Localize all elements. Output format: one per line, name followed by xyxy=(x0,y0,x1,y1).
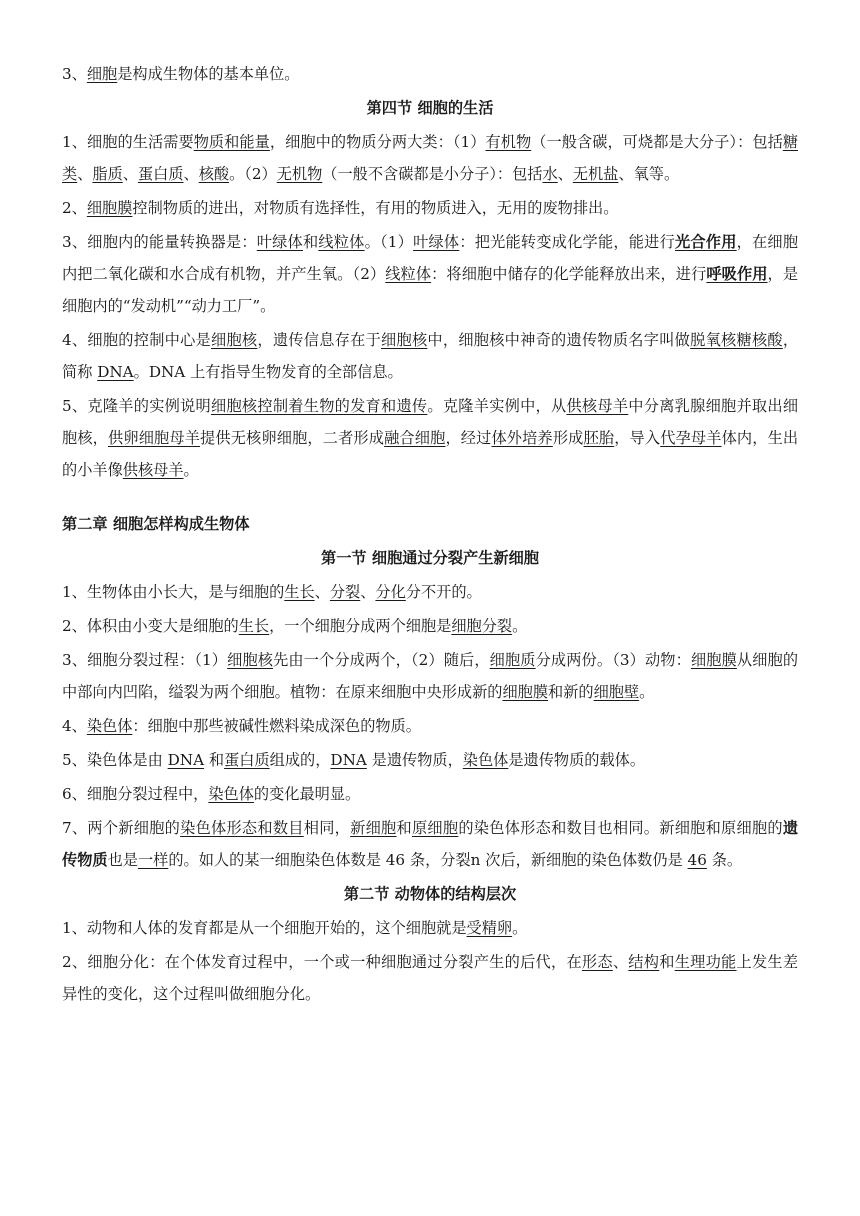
emphasized-term: 叶绿体 xyxy=(256,233,303,251)
text-run: 1、生物体由小长大，是与细胞的 xyxy=(62,583,285,601)
emphasized-term: 结构 xyxy=(628,953,660,971)
text-run: ：将细胞中储存的化学能释放出来，进行 xyxy=(431,265,707,283)
text-run: 提供无核卵细胞，二者形成 xyxy=(200,429,385,447)
text-run: （一般含碳，可烧都是大分子）：包括 xyxy=(531,133,783,151)
emphasized-term: 细胞核 xyxy=(227,651,274,669)
paragraph-levels-2 xyxy=(62,946,798,1010)
emphasized-term: 新细胞 xyxy=(350,819,397,837)
text-run: 、 xyxy=(612,953,629,971)
emphasized-term: DNA xyxy=(97,363,134,381)
text-run: 4、 xyxy=(62,717,87,735)
emphasized-term: 物质和能量 xyxy=(193,133,270,151)
emphasized-term: 细胞膜 xyxy=(86,199,133,217)
emphasized-term: 糖类 xyxy=(62,133,798,183)
text-run: 第二章 细胞怎样构成生物体 xyxy=(62,515,250,533)
document-page xyxy=(62,58,798,1012)
emphasized-term: 叶绿体 xyxy=(413,233,460,251)
emphasized-term: 生理功能 xyxy=(674,953,737,971)
paragraph-levels-1 xyxy=(62,912,798,944)
text-run: ，是细胞内的“发动机”“动力工厂”。 xyxy=(62,265,799,315)
text-run: 第二节 动物体的结构层次 xyxy=(343,885,517,903)
emphasized-term: 细胞膜 xyxy=(690,651,737,669)
paragraph-division-4 xyxy=(62,710,798,742)
text-run: 。克隆羊实例中，从 xyxy=(427,397,567,415)
emphasized-term: 体外培养 xyxy=(491,429,553,447)
text-run: 。（2） xyxy=(229,165,277,183)
text-run: 和 xyxy=(396,819,412,837)
text-run: 。DNA 上有指导生物发育的全部信息。 xyxy=(133,363,403,381)
paragraph-cell-life-4 xyxy=(62,324,798,388)
text-run: ，简称 xyxy=(62,331,799,381)
emphasized-term: 蛋白质 xyxy=(137,165,184,183)
emphasized-term: 代孕母羊 xyxy=(660,429,722,447)
section-title-cell-division xyxy=(62,542,798,574)
text-run: 先由一个分成两个，（2）随后， xyxy=(273,651,490,669)
text-run: 1、动物和人体的发育都是从一个细胞开始的，这个细胞就是 xyxy=(62,919,467,937)
text-run: 、氧等。 xyxy=(618,165,680,183)
text-run: 的。如人的某一细胞染色体数是 46 条，分裂n 次后，新细胞的染色体数仍是 xyxy=(168,851,688,869)
text-run: 、 xyxy=(183,165,199,183)
text-run: ，在细胞内把二氧化碳和水合成有机物，并产生氧。（2） xyxy=(62,233,799,283)
emphasized-term: 光合作用 xyxy=(674,233,737,251)
emphasized-term: 脂质 xyxy=(92,165,123,183)
paragraph-division-1 xyxy=(62,576,798,608)
emphasized-term: 细胞核 xyxy=(211,331,258,349)
text-run: 6、细胞分裂过程中， xyxy=(62,785,209,803)
text-run: 中，细胞核中神奇的遗传物质名字叫做 xyxy=(427,331,691,349)
emphasized-term: 有机物 xyxy=(485,133,532,151)
text-run: 分不开的。 xyxy=(405,583,482,601)
emphasized-term: 供卵细胞母羊 xyxy=(108,429,201,447)
text-run: 、 xyxy=(360,583,376,601)
emphasized-term: DNA xyxy=(330,751,367,769)
emphasized-term: 细胞质 xyxy=(489,651,536,669)
emphasized-term: 线粒体 xyxy=(385,265,432,283)
text-run: 和 xyxy=(659,953,675,971)
text-run: ，细胞中的物质分两大类：（1） xyxy=(269,133,486,151)
text-run: 第四节 细胞的生活 xyxy=(366,99,494,117)
emphasized-term: 无机物 xyxy=(276,165,323,183)
text-run: 、 xyxy=(122,165,138,183)
section-title-animal-levels xyxy=(62,878,798,910)
text-run: 和 xyxy=(204,751,225,769)
text-run: 条。 xyxy=(706,851,743,869)
paragraph-division-2 xyxy=(62,610,798,642)
text-run: 、 xyxy=(77,165,93,183)
paragraph-division-3 xyxy=(62,644,798,708)
emphasized-term: 无机盐 xyxy=(572,165,619,183)
text-run: 5、克隆羊的实例说明 xyxy=(62,397,212,415)
text-run: 3、细胞内的能量转换器是： xyxy=(62,233,257,251)
emphasized-term: 生长 xyxy=(238,617,270,635)
emphasized-term: 呼吸作用 xyxy=(706,265,768,283)
emphasized-term: 分化 xyxy=(375,583,406,601)
emphasized-term: 受精卵 xyxy=(466,919,513,937)
emphasized-term: 细胞 xyxy=(86,65,118,83)
paragraph-cell-life-5 xyxy=(62,390,798,486)
text-run: 是遗传物质的载体。 xyxy=(508,751,646,769)
emphasized-term: 水 xyxy=(542,165,558,183)
text-run: 、 xyxy=(557,165,573,183)
emphasized-term: 46 xyxy=(687,851,707,869)
text-run: ，经过 xyxy=(445,429,492,447)
emphasized-term: 供核母羊 xyxy=(122,461,184,479)
text-run: 。（1） xyxy=(364,233,414,251)
text-run: 。 xyxy=(639,683,655,701)
emphasized-term: 染色体 xyxy=(208,785,254,803)
text-run: 是构成生物体的基本单位。 xyxy=(117,65,300,83)
text-run: 控制物质的进出，对物质有选择性，有用的物质进入，无用的废物排出。 xyxy=(132,199,619,217)
paragraph-cell-unit xyxy=(62,58,798,90)
emphasized-term: DNA xyxy=(167,751,205,769)
text-run: 。 xyxy=(512,919,528,937)
paragraph-cell-life-1 xyxy=(62,126,798,190)
text-run: 、 xyxy=(314,583,330,601)
paragraph-division-5 xyxy=(62,744,798,776)
emphasized-term: 染色体 xyxy=(462,751,509,769)
text-run: 相同， xyxy=(303,819,351,837)
emphasized-term: 细胞壁 xyxy=(593,683,640,701)
text-run: 的染色体形态和数目也相同。新细胞和原细胞的 xyxy=(458,819,783,837)
emphasized-term: 细胞膜 xyxy=(502,683,548,701)
text-run: 分成两份。（3）动物： xyxy=(535,651,691,669)
emphasized-term: 分裂 xyxy=(329,583,361,601)
emphasized-term: 遗传物质 xyxy=(62,819,799,869)
text-run: 2、 xyxy=(62,199,87,217)
text-run: 形成 xyxy=(552,429,584,447)
text-run: 3、细胞分裂过程：（1） xyxy=(62,651,228,669)
emphasized-term: 生长 xyxy=(284,583,315,601)
paragraph-cell-life-3 xyxy=(62,226,798,322)
text-run: ，导入 xyxy=(614,429,661,447)
text-run: ，遗传信息存在于 xyxy=(257,331,382,349)
emphasized-term: 形态 xyxy=(581,953,613,971)
emphasized-term: 细胞分裂 xyxy=(451,617,513,635)
paragraph-cell-life-2 xyxy=(62,192,798,224)
emphasized-term: 染色体 xyxy=(86,717,133,735)
text-run: 体内，生出的小羊像 xyxy=(62,429,799,479)
chapter-title-2 xyxy=(62,508,798,540)
text-run: 4、细胞的控制中心是 xyxy=(62,331,212,349)
text-run: 和新的 xyxy=(548,683,594,701)
text-run: 2、体积由小变大是细胞的 xyxy=(62,617,239,635)
text-run: （一般不含碳都是小分子）：包括 xyxy=(322,165,543,183)
text-run: 也是 xyxy=(107,851,138,869)
emphasized-term: 原细胞 xyxy=(411,819,459,837)
emphasized-term: 融合细胞 xyxy=(384,429,446,447)
emphasized-term: 细胞核 xyxy=(381,331,428,349)
text-run: 和 xyxy=(302,233,319,251)
text-run: 2、细胞分化：在个体发育过程中，一个或一种细胞通过分裂产生的后代，在 xyxy=(62,953,582,971)
text-run: 1、细胞的生活需要 xyxy=(62,133,194,151)
text-run: 3、 xyxy=(62,65,87,83)
text-run: 5、染色体是由 xyxy=(62,751,168,769)
text-run: 上发生差异性的变化，这个过程叫做细胞分化。 xyxy=(62,953,799,1003)
text-run: 组成的， xyxy=(269,751,331,769)
text-run: 的变化最明显。 xyxy=(253,785,361,803)
emphasized-term: 脱氧核糖核酸 xyxy=(690,331,783,349)
text-run: 。 xyxy=(183,461,199,479)
text-run: 第一节 细胞通过分裂产生新细胞 xyxy=(321,549,539,567)
text-run: 从细胞的中部向内凹陷，缢裂为两个细胞。植物：在原来细胞中央形成新的 xyxy=(62,651,799,701)
text-run: ：细胞中那些被碱性燃料染成深色的物质。 xyxy=(132,717,421,735)
emphasized-term: 细胞核控制着生物的发育和遗传 xyxy=(211,397,428,415)
emphasized-term: 线粒体 xyxy=(318,233,365,251)
paragraph-division-7 xyxy=(62,812,798,876)
emphasized-term: 核酸 xyxy=(198,165,230,183)
text-run: 。 xyxy=(512,617,528,635)
emphasized-term: 供核母羊 xyxy=(566,397,629,415)
text-run: 中分离乳腺细胞并取出细胞核， xyxy=(62,397,799,447)
text-run: ：把光能转变成化学能，能进行 xyxy=(459,233,675,251)
paragraph-division-6 xyxy=(62,778,798,810)
emphasized-term: 一样 xyxy=(137,851,169,869)
text-run: ，一个细胞分成两个细胞是 xyxy=(269,617,452,635)
section-title-cell-life xyxy=(62,92,798,124)
text-run: 是遗传物质， xyxy=(366,751,463,769)
emphasized-term: 胚胎 xyxy=(583,429,615,447)
text-run: 7、两个新细胞的 xyxy=(62,819,181,837)
emphasized-term: 蛋白质 xyxy=(224,751,270,769)
emphasized-term: 染色体形态和数目 xyxy=(180,819,304,837)
